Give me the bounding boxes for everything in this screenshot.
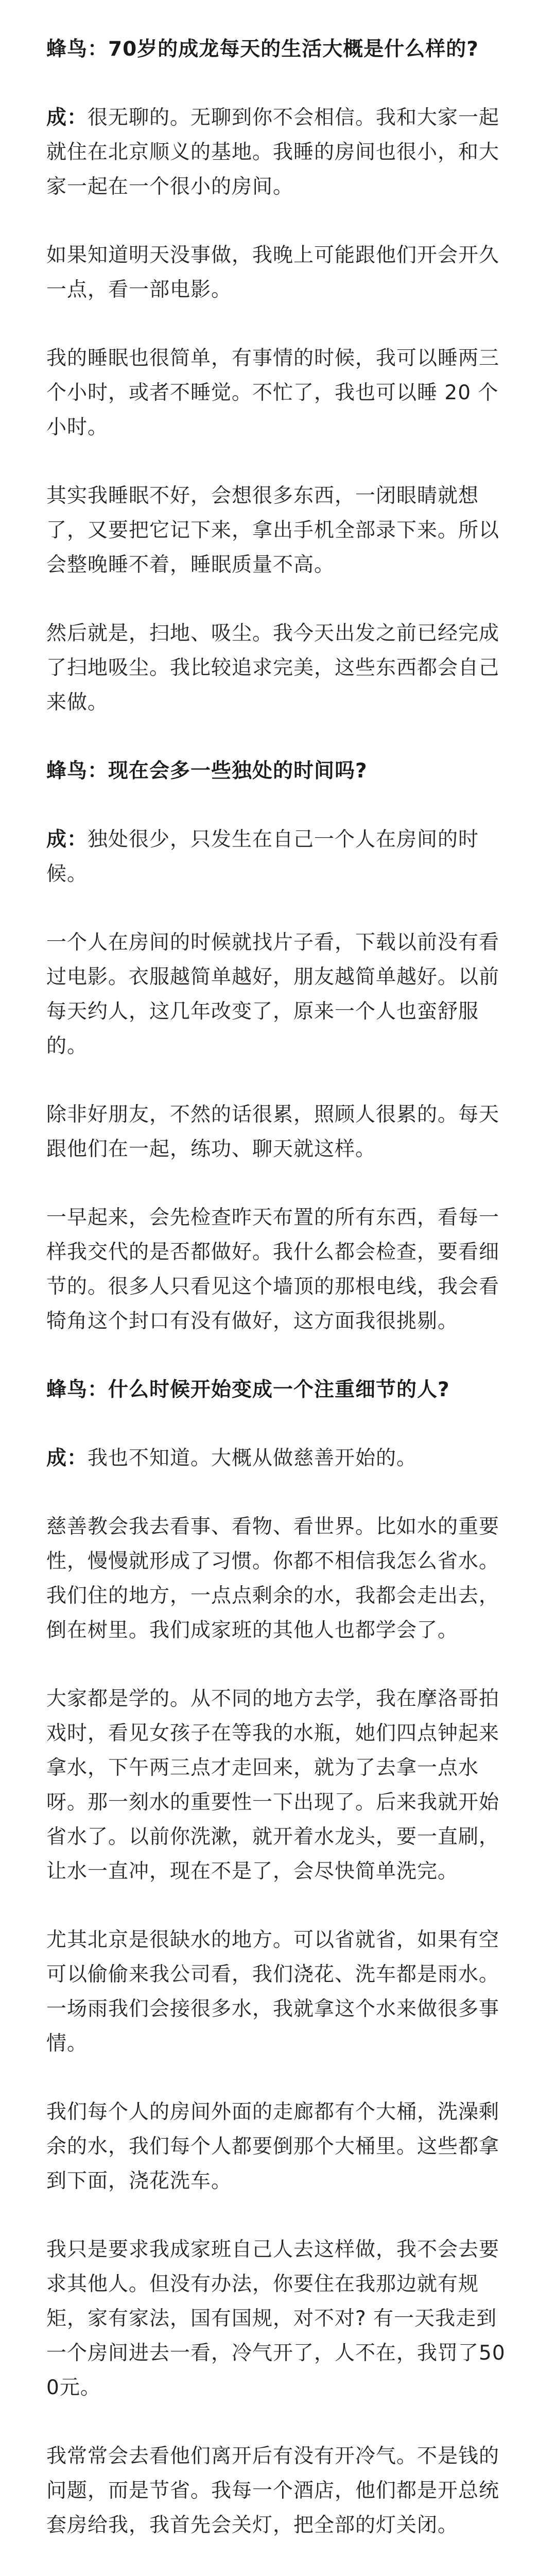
body-paragraph: 我常常会去看他们离开后有没有开冷气。不是钱的问题，而是节省。我每一个酒店，他们都是开总统套房给我，我首先会关灯，把全部的灯关闭。 xyxy=(46,2445,500,2537)
answer-paragraph xyxy=(46,100,510,204)
answer-text: 很无聊的。无聊到你不会相信。我和大家一起就住在北京顺义的基地。我睡的房间也很小，和大家一起在一个很小的房间。 xyxy=(46,106,500,198)
body-paragraph: 一早起来，会先检查昨天布置的所有东西，看每一样我交代的是否都做好。我什么都会检查，要看细节的。很多人只看见这个墙顶的那根电线，我会看犄角这个封口有没有做好，这方面我很挑剔。 xyxy=(46,1206,500,1333)
answer-text: 独处很少，只发生在自己一个人在房间的时候。 xyxy=(46,828,479,886)
speaker-label: 成： xyxy=(46,828,88,851)
body-paragraph: 我只是要求我成家班自己人去这样做，我不会去要求其他人。但没有办法，你要住在我那边就有规矩，家有家法，国有国规，对不对? 有一天我走到一个房间进去一看，冷气开了，人不在，我罚了500元。 xyxy=(46,2238,506,2399)
body-paragraph: 一个人在房间的时候就找片子看，下载以前没有看过电影。衣服越简单越好，朋友越简单越好。以前每天约人，这几年改变了，原来一个人也蛮舒服的。 xyxy=(46,931,500,1058)
body-paragraph: 我的睡眠也很简单，有事情的时候，我可以睡两三个小时，或者不睡觉。不忙了，我也可以睡 20 个小时。 xyxy=(46,347,500,439)
answer-paragraph xyxy=(46,1441,510,1476)
body-paragraph: 尤其北京是很缺水的地方。可以省就省，如果有空可以偷偷来我公司看，我们浇花、洗车都是雨水。一场雨我们会接很多水，我就拿这个水来做很多事情。 xyxy=(46,1928,500,2055)
question-paragraph: 蜂鸟：什么时候开始变成一个注重细节的人? xyxy=(46,1378,450,1401)
speaker-label: 成： xyxy=(46,106,88,129)
body-paragraph: 如果知道明天没事做，我晚上可能跟他们开会开久一点，看一部电影。 xyxy=(46,244,500,301)
answer-text: 我也不知道。大概从做慈善开始的。 xyxy=(88,1447,418,1470)
question-paragraph: 蜂鸟：70岁的成龙每天的生活大概是什么样的? xyxy=(46,38,479,61)
body-paragraph: 然后就是，扫地、吸尘。我今天出发之前已经完成了扫地吸尘。我比较追求完美，这些东西都会自己来做。 xyxy=(46,622,500,714)
body-paragraph: 慈善教会我去看事、看物、看世界。比如水的重要性，慢慢就形成了习惯。你都不相信我怎么省水。我们住的地方，一点点剩余的水，我都会走出去，倒在树里。我们成家班的其他人也都学会了。 xyxy=(46,1515,500,1642)
answer-paragraph xyxy=(46,822,510,891)
body-paragraph: 大家都是学的。从不同的地方去学，我在摩洛哥拍戏时，看见女孩子在等我的水瓶，她们四点钟起来拿水，下午两三点才走回来，就为了去拿一点水呀。那一刻水的重要性一下出现了。后来我就开始省水了。以前你洗漱，就开着水龙头，要一直刷，让水一直冲，现在不是了，会尽快简单洗完。 xyxy=(46,1687,500,1883)
speaker-label: 成： xyxy=(46,1447,88,1470)
question-paragraph: 蜂鸟：现在会多一些独处的时间吗? xyxy=(46,759,368,783)
body-paragraph: 其实我睡眠不好，会想很多东西，一闭眼睛就想了，又要把它记下来，拿出手机全部录下来。所以会整晚睡不着，睡眠质量不高。 xyxy=(46,484,500,577)
body-paragraph: 我们每个人的房间外面的走廊都有个大桶，洗澡剩余的水，我们每个人都要倒那个大桶里。这些都拿到下面，浇花洗车。 xyxy=(46,2100,500,2193)
body-paragraph: 除非好朋友，不然的话很累，照顾人很累的。每天跟他们在一起，练功、聊天就这样。 xyxy=(46,1103,500,1161)
